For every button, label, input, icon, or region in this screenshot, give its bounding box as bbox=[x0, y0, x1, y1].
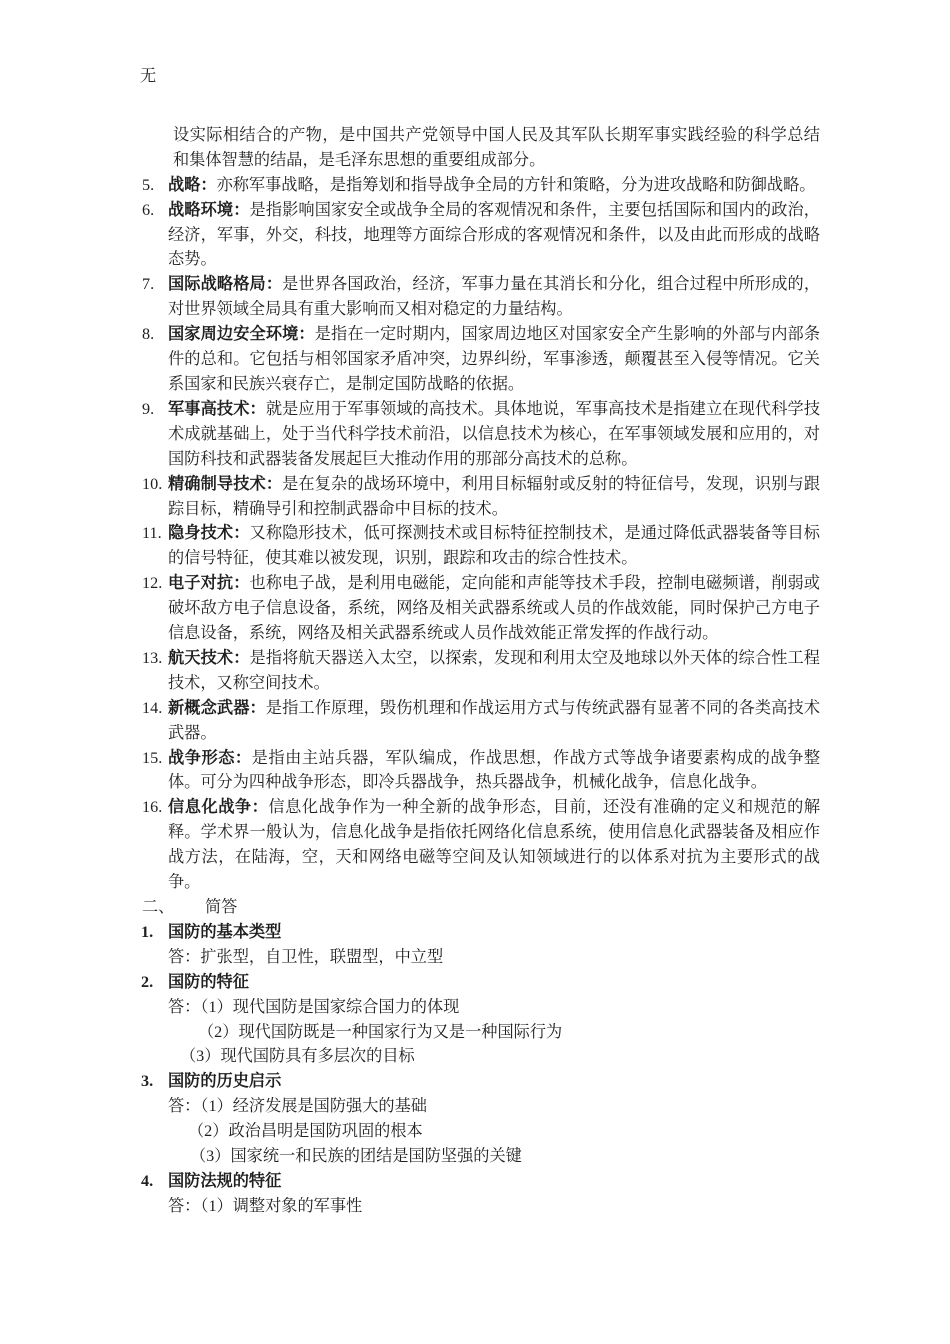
item-number: 8. bbox=[142, 325, 155, 344]
intro-paragraph: 设实际相结合的产物，是中国共产党领导中国人民及其军队长期军事实践经验的科学总结和集体智慧的结晶，是毛泽东思想的重要组成部分。 bbox=[173, 125, 820, 169]
item-number: 5. bbox=[142, 175, 155, 194]
question-number: 3. bbox=[141, 1072, 154, 1091]
question-number: 4. bbox=[141, 1171, 154, 1190]
definition-term: 电子对抗： bbox=[168, 574, 250, 593]
definition-term: 战略环境： bbox=[168, 200, 250, 219]
definition-term: 精确制导技术： bbox=[168, 474, 283, 493]
answer-line: （2）现代国防既是一种国家行为又是一种国际行为 bbox=[198, 1022, 563, 1041]
section-number: 二、 bbox=[142, 898, 175, 916]
item-number: 13. bbox=[142, 648, 163, 667]
definition-term: 信息化战争： bbox=[168, 798, 269, 817]
answer-line: 答：（1）调整对象的军事性 bbox=[168, 1196, 363, 1215]
answer-line: 答：扩张型，自卫性，联盟型，中立型 bbox=[168, 947, 444, 966]
section-heading bbox=[140, 895, 820, 920]
definition-text bbox=[168, 696, 820, 746]
definition-text bbox=[168, 746, 820, 796]
definition-body-text: 就是应用于军事领域的高技术。具体地说，军事高技术是指建立在现代科学技术成就基础上，处于当代科学技术前沿，以信息技术为核心，在军事领域发展和应用的，对国防科技和武器装备发展起巨大推动作用的那部分高技术的总称。 bbox=[168, 399, 821, 468]
question-item bbox=[140, 920, 820, 970]
question-title: 国防法规的特征 bbox=[168, 1171, 282, 1190]
definition-term: 战争形态： bbox=[168, 748, 252, 767]
question-item bbox=[140, 1069, 820, 1169]
definition-item bbox=[140, 696, 820, 746]
question-body bbox=[168, 920, 820, 970]
definition-term: 战略： bbox=[168, 175, 217, 194]
definition-term: 航天技术： bbox=[168, 648, 250, 667]
item-number: 11. bbox=[142, 524, 162, 543]
definition-term: 隐身技术： bbox=[168, 524, 250, 543]
definition-text bbox=[168, 322, 820, 397]
question-title: 国防的特征 bbox=[168, 972, 249, 991]
definition-body-text: 是在复杂的战场环境中，利用目标辐射或反射的特征信号，发现，识别与跟踪目标，精确导引和控制武器命中目标的技术。 bbox=[168, 474, 821, 518]
definition-text bbox=[168, 397, 820, 472]
definition-text bbox=[168, 272, 820, 322]
definition-item bbox=[140, 746, 820, 796]
answer-line: 答：（1）现代国防是国家综合国力的体现 bbox=[168, 997, 460, 1016]
answer-line: （3）现代国防具有多层次的目标 bbox=[180, 1047, 415, 1066]
definition-text bbox=[168, 571, 820, 646]
definition-item bbox=[140, 198, 820, 273]
definition-body-text: 是指由主站兵器，军队编成，作战思想，作战方式等战争诸要素构成的战争整体。可分为四种战争形态，即冷兵器战争，热兵器战争，机械化战争，信息化战争。 bbox=[168, 748, 821, 792]
question-title: 国防的历史启示 bbox=[168, 1072, 282, 1091]
definition-body-text: 又称隐形技术，低可探测技术或目标特征控制技术，是通过降低武器装备等目标的信号特征，使其难以被发现，识别，跟踪和攻击的综合性技术。 bbox=[168, 524, 820, 568]
definition-text bbox=[168, 472, 820, 522]
item-number: 7. bbox=[142, 275, 155, 294]
answer-line: （3）国家统一和民族的团结是国防坚强的关键 bbox=[190, 1147, 522, 1166]
definition-term: 军事高技术： bbox=[168, 399, 266, 418]
definition-body-text: 是世界各国政治，经济，军事力量在其消长和分化，组合过程中所形成的，对世界领域全局具有重大影响而又相对稳定的力量结构。 bbox=[168, 275, 821, 319]
item-number: 12. bbox=[142, 574, 163, 593]
item-number: 9. bbox=[142, 399, 155, 418]
definition-body-text: 是指影响国家安全或战争全局的客观情况和条件，主要包括国际和国内的政治，经济，军事，外交，科技，地理等方面综合形成的客观情况和条件，以及由此而形成的战略态势。 bbox=[168, 200, 820, 269]
answer-line: 答：（1）经济发展是国防强大的基础 bbox=[168, 1097, 427, 1116]
definition-item bbox=[140, 272, 820, 322]
answer-line: （2）政治昌明是国防巩固的根本 bbox=[188, 1122, 423, 1141]
question-number: 2. bbox=[141, 972, 154, 991]
question-item bbox=[140, 970, 820, 1070]
section-title: 简答 bbox=[205, 898, 238, 916]
definition-item bbox=[140, 472, 820, 522]
definition-item bbox=[140, 571, 820, 646]
question-body bbox=[168, 1169, 820, 1219]
definition-item bbox=[140, 173, 820, 198]
definition-text bbox=[168, 198, 820, 273]
definition-body-text: 是指将航天器送入太空，以探索，发现和利用太空及地球以外天体的综合性工程技术，又称空间技术。 bbox=[168, 648, 820, 692]
question-number: 1. bbox=[141, 922, 154, 941]
definition-term: 新概念武器： bbox=[168, 698, 266, 717]
definition-text bbox=[168, 646, 820, 696]
definition-term: 国家周边安全环境： bbox=[168, 325, 315, 344]
question-item bbox=[140, 1169, 820, 1219]
definition-body-text: 也称电子战，是利用电磁能，定向能和声能等技术手段，控制电磁频谱，削弱或破坏敌方电子信息设备，系统，网络及相关武器系统或人员的作战效能，同时保护己方电子信息设备，系统，网络及相关武器系统或人员作战效能正常发挥的作战行动。 bbox=[168, 574, 820, 643]
definition-body-text: 是指工作原理，毁伤机理和作战运用方式与传统武器有显著不同的各类高技术武器。 bbox=[168, 698, 821, 742]
definition-item bbox=[140, 521, 820, 571]
definition-item bbox=[140, 397, 820, 472]
definition-term: 国际战略格局： bbox=[168, 275, 283, 294]
definition-text bbox=[168, 521, 820, 571]
item-number: 6. bbox=[142, 200, 155, 219]
page-corner-text: 无 bbox=[140, 67, 157, 85]
definition-item bbox=[140, 322, 820, 397]
definition-text bbox=[168, 173, 820, 198]
question-title: 国防的基本类型 bbox=[168, 922, 282, 941]
definition-text bbox=[168, 795, 820, 895]
definition-body-text: 信息化战争作为一种全新的战争形态，目前，还没有准确的定义和规范的解释。学术界一般认为，信息化战争是指依托网络化信息系统，使用信息化武器装备及相应作战方法，在陆海，空，天和网络电磁等空间及认知领域进行的以体系对抗为主要形式的战争。 bbox=[168, 798, 821, 892]
item-number: 15. bbox=[142, 748, 163, 767]
question-body bbox=[168, 970, 820, 1070]
definition-body-text: 是指在一定时期内，国家周边地区对国家安全产生影响的外部与内部条件的总和。它包括与相邻国家矛盾冲突，边界纠纷，军事渗透，颠覆甚至入侵等情况。它关系国家和民族兴衰存亡，是制定国防战略的依据。 bbox=[168, 325, 821, 393]
item-number: 14. bbox=[142, 698, 163, 717]
question-body bbox=[168, 1069, 820, 1169]
definition-body-text: 亦称军事战略，是指筹划和指导战争全局的方针和策略，分为进攻战略和防御战略。 bbox=[216, 175, 816, 194]
item-number: 10. bbox=[142, 474, 163, 493]
item-number: 16. bbox=[142, 798, 163, 817]
definition-item bbox=[140, 646, 820, 696]
definition-item bbox=[140, 795, 820, 895]
